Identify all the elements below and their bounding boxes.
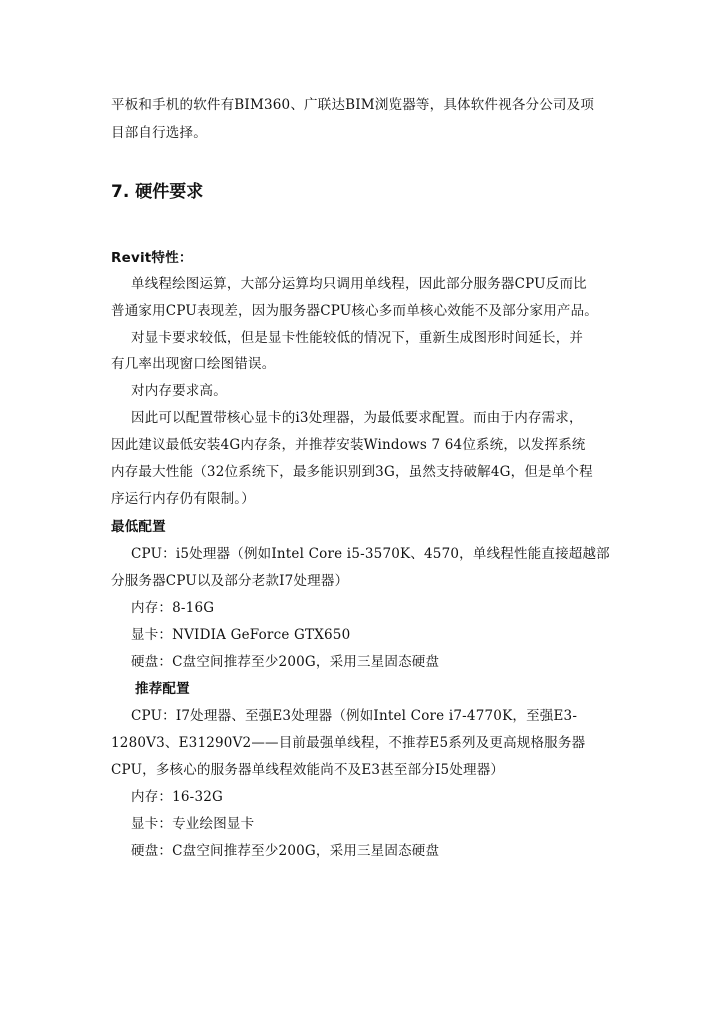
rec-config-gpu: 显卡：专业绘图显卡 (131, 816, 255, 832)
min-config-title: 最低配置 (111, 519, 166, 535)
revit-p4-line-1: 因此可以配置带核心显卡的i3处理器，为最低要求配置。而由于内存需求， (131, 410, 583, 426)
intro-line-2: 目部自行选择。 (111, 125, 207, 141)
min-config-disk: 硬盘：C盘空间推荐至少200G，采用三星固态硬盘 (131, 654, 440, 670)
revit-p4-line-3: 内存最大性能（32位系统下，最多能识别到3G，虽然支持破解4G，但是单个程 (111, 464, 593, 480)
rec-config-title: 推荐配置 (135, 681, 190, 697)
revit-p2-line-2: 有几率出现窗口绘图错误。 (111, 356, 276, 372)
revit-p4-line-2: 因此建议最低安装4G内存条，并推荐安装Windows 7 64位系统，以发挥系统 (111, 437, 586, 453)
intro-line-1: 平板和手机的软件有BIM360、广联达BIM浏览器等，具体软件视各分公司及项 (111, 97, 595, 113)
revit-features-title: Revit特性： (111, 250, 193, 266)
min-config-cpu-line-1: CPU：i5处理器（例如Intel Core i5-3570K、4570，单线程性能直接超越部 (131, 546, 610, 562)
min-config-gpu: 显卡：NVIDIA GeForce GTX650 (131, 627, 351, 643)
section-heading: 7. 硬件要求 (111, 182, 204, 202)
min-config-cpu-line-2: 分服务器CPU以及部分老款I7处理器） (111, 573, 349, 589)
revit-p1-line-1: 单线程绘图运算，大部分运算均只调用单线程，因此部分服务器CPU反而比 (131, 276, 587, 292)
min-config-memory: 内存：8-16G (131, 600, 215, 616)
rec-config-memory: 内存：16-32G (131, 789, 224, 805)
rec-config-cpu-line-2: 1280V3、E31290V2——目前最强单线程，不推荐E5系列及更高规格服务器 (111, 735, 586, 751)
revit-p3-line-1: 对内存要求高。 (131, 383, 227, 399)
revit-p1-line-2: 普通家用CPU表现差，因为服务器CPU核心多而单核心效能不及部分家用产品。 (111, 303, 599, 319)
revit-p4-line-4: 序运行内存仍有限制。） (111, 491, 255, 507)
revit-p2-line-1: 对显卡要求较低，但是显卡性能较低的情况下，重新生成图形时间延长，并 (131, 330, 584, 346)
rec-config-cpu-line-3: CPU，多核心的服务器单线程效能尚不及E3甚至部分I5处理器） (111, 762, 505, 778)
rec-config-cpu-line-1: CPU：I7处理器、至强E3处理器（例如Intel Core i7-4770K，至强E3- (131, 708, 578, 724)
rec-config-disk: 硬盘：C盘空间推荐至少200G，采用三星固态硬盘 (131, 843, 440, 859)
